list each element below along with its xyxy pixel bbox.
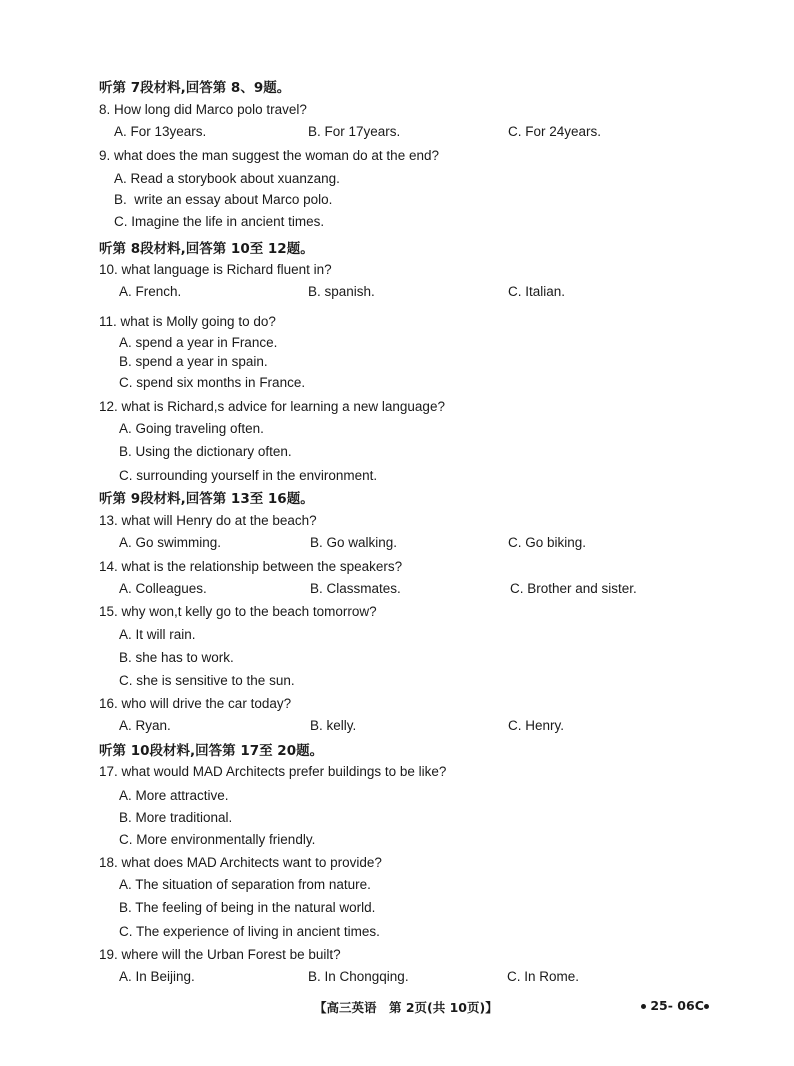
question-12-option-b: B. Using the dictionary often. xyxy=(119,444,292,459)
page-footer-label: 【高三英语 第 2页(共 10页)】 xyxy=(314,1000,498,1015)
question-16-option-c: C. Henry. xyxy=(508,718,565,733)
question-12-stem: 12. what is Richard,s advice for learning a new language? xyxy=(99,399,445,414)
question-14-stem: 14. what is the relationship between the speakers? xyxy=(99,559,403,574)
question-11-option-c: C. spend six months in France. xyxy=(119,375,306,390)
question-11-option-a: A. spend a year in France. xyxy=(119,335,278,350)
question-14-option-c: C. Brother and sister. xyxy=(510,581,637,596)
question-15-option-c: C. she is sensitive to the sun. xyxy=(119,673,295,688)
footer-code-text: 25- 06C xyxy=(650,998,704,1013)
question-8-stem: 8. How long did Marco polo travel? xyxy=(99,102,307,117)
question-13-option-b: B. Go walking. xyxy=(310,535,398,550)
question-10-option-a: A. French. xyxy=(119,284,182,299)
question-15-option-b: B. she has to work. xyxy=(119,650,234,665)
question-17-option-c: C. More environmentally friendly. xyxy=(119,832,316,847)
question-17-option-a: A. More attractive. xyxy=(119,788,229,803)
question-12-option-c: C. surrounding yourself in the environment. xyxy=(119,468,378,483)
question-18-option-c: C. The experience of living in ancient times. xyxy=(119,924,380,939)
question-16-option-a: A. Ryan. xyxy=(119,718,171,733)
page-footer-code xyxy=(641,998,709,1013)
question-9-option-a: A. Read a storybook about xuanzang. xyxy=(114,171,340,186)
question-10-option-c: C. Italian. xyxy=(508,284,566,299)
question-11-option-b: B. spend a year in spain. xyxy=(119,354,268,369)
question-14-option-b: B. Classmates. xyxy=(310,581,401,596)
question-16-stem: 16. who will drive the car today? xyxy=(99,696,292,711)
question-17-stem: 17. what would MAD Architects prefer buildings to be like? xyxy=(99,764,447,779)
question-19-option-c: C. In Rome. xyxy=(507,969,580,984)
question-13-stem: 13. what will Henry do at the beach? xyxy=(99,513,317,528)
section-heading-7: 听第 7段材料,回答第 8、9题。 xyxy=(99,80,291,96)
question-8-option-c: C. For 24years. xyxy=(508,124,602,139)
question-18-option-a: A. The situation of separation from nature. xyxy=(119,877,371,892)
question-18-option-b: B. The feeling of being in the natural world. xyxy=(119,900,376,915)
question-19-stem: 19. where will the Urban Forest be built? xyxy=(99,947,341,962)
question-11-stem: 11. what is Molly going to do? xyxy=(99,314,276,329)
question-9-option-c: C. Imagine the life in ancient times. xyxy=(114,214,325,229)
question-14-option-a: A. Colleagues. xyxy=(119,581,207,596)
question-15-option-a: A. It will rain. xyxy=(119,627,196,642)
question-13-option-a: A. Go swimming. xyxy=(119,535,222,550)
question-10-option-b: B. spanish. xyxy=(308,284,375,299)
question-19-option-b: B. In Chongqing. xyxy=(308,969,409,984)
question-18-stem: 18. what does MAD Architects want to provide? xyxy=(99,855,382,870)
section-heading-8: 听第 8段材料,回答第 10至 12题。 xyxy=(99,241,314,257)
bullet-dot-icon xyxy=(641,1004,646,1009)
question-12-option-a: A. Going traveling often. xyxy=(119,421,264,436)
question-15-stem: 15. why won,t kelly go to the beach tomorrow? xyxy=(99,604,377,619)
question-19-option-a: A. In Beijing. xyxy=(119,969,195,984)
question-9-option-b: B. write an essay about Marco polo. xyxy=(114,192,333,207)
question-8-option-a: A. For 13years. xyxy=(114,124,207,139)
question-8-option-b: B. For 17years. xyxy=(308,124,401,139)
question-17-option-b: B. More traditional. xyxy=(119,810,233,825)
question-13-option-c: C. Go biking. xyxy=(508,535,587,550)
question-9-stem: 9. what does the man suggest the woman do at the end? xyxy=(99,148,439,163)
question-16-option-b: B. kelly. xyxy=(310,718,357,733)
question-10-stem: 10. what language is Richard fluent in? xyxy=(99,262,332,277)
section-heading-9: 听第 9段材料,回答第 13至 16题。 xyxy=(99,491,314,507)
section-heading-10: 听第 10段材料,回答第 17至 20题。 xyxy=(99,743,324,759)
bullet-dot-icon xyxy=(704,1004,709,1009)
